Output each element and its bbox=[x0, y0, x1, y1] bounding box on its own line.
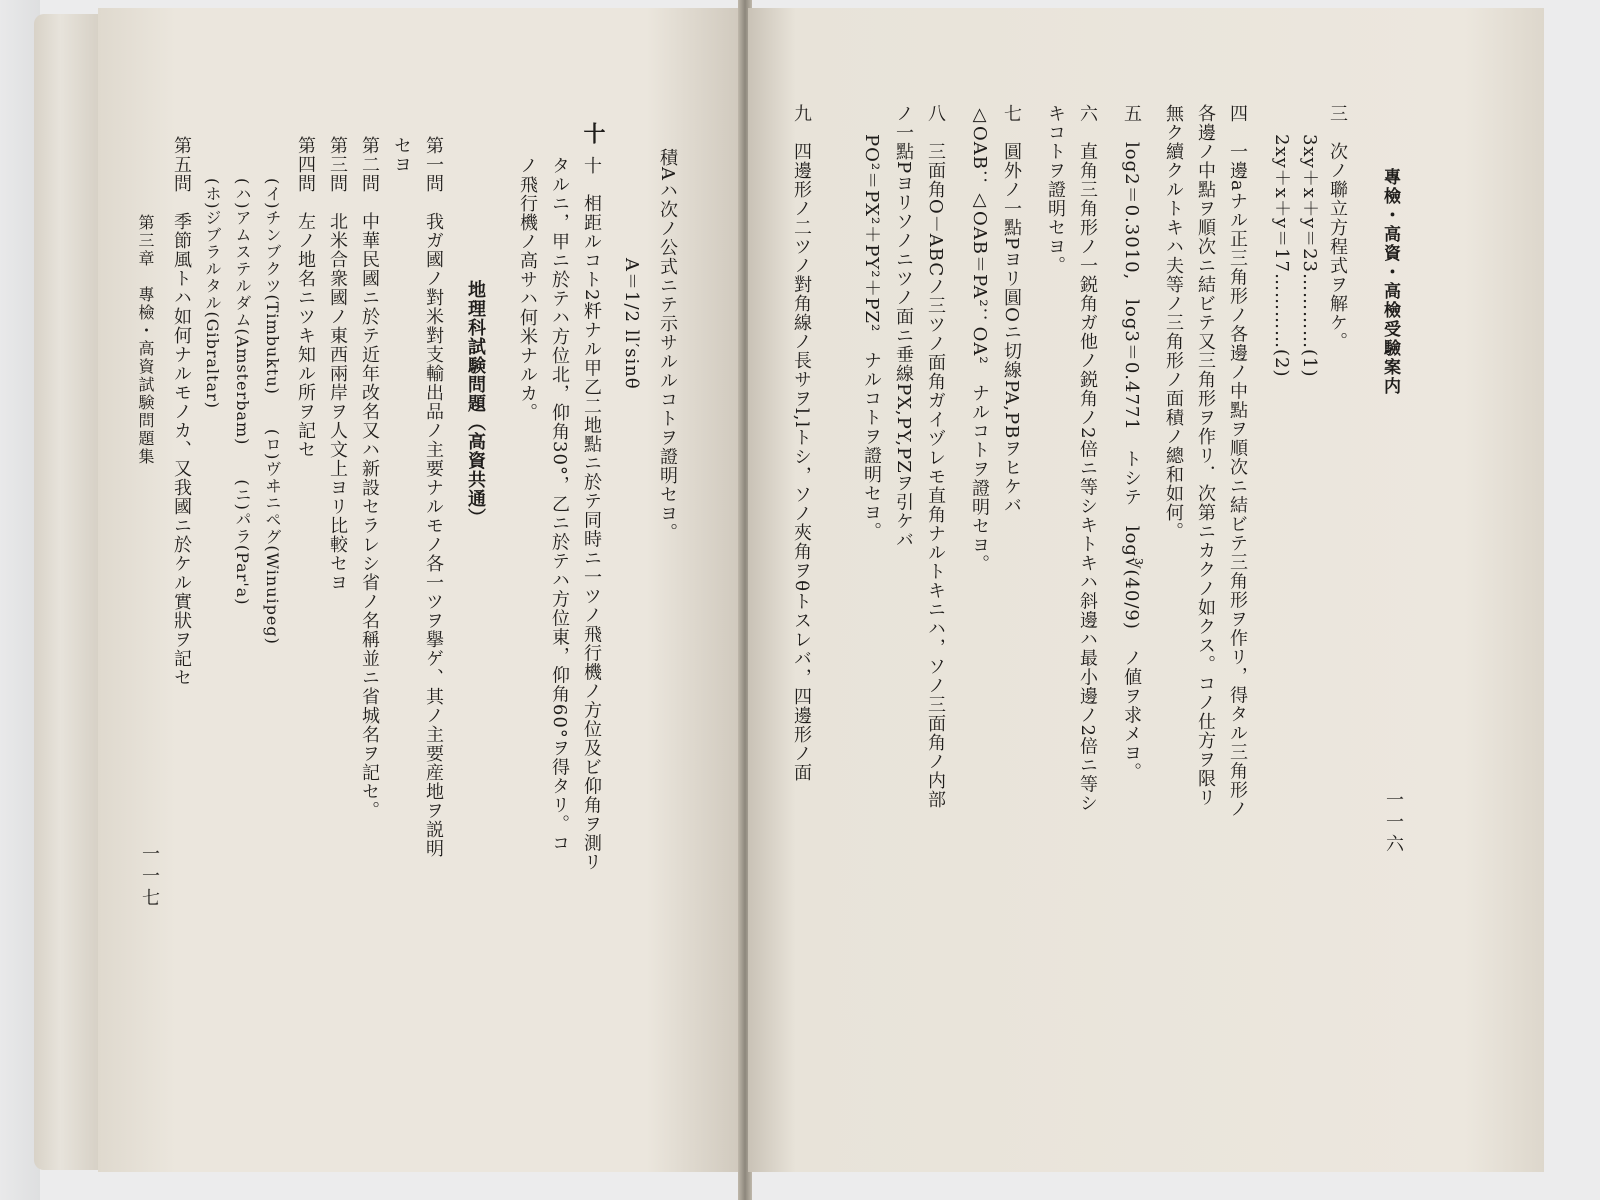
page-number: 一一七 bbox=[139, 844, 160, 910]
question-line: 第五問 季節風トハ如何ナルモノカ、又我國ニ於ケル實狀ヲ記セ bbox=[171, 136, 192, 687]
text-line: 十 相距ルコト2粁ナル甲乙二地點ニ於テ同時ニ一ツノ飛行機ノ方位及ビ仰角ヲ測リ bbox=[581, 156, 602, 872]
question-line: 第三問 北米合衆國ノ東西兩岸ヲ人文上ヨリ比較セヨ bbox=[327, 136, 348, 592]
problem-line: 三 次ノ聯立方程式ヲ解ケ。 bbox=[1327, 104, 1348, 351]
problem-line: 八 三面角O－ABCノ三ツノ面角ガイヅレモ直角ナルトキニハ，ソノ三面角ノ内部 bbox=[925, 104, 946, 810]
question-line: 第一問 我ガ國ノ對米對支輸出品ノ主要ナルモノ各一ツヲ擧ゲ、其ノ主要産地ヲ説明 bbox=[423, 136, 444, 858]
problem-line: △OAB：△OAB＝PA²：OA² ナルコトヲ證明セヨ。 bbox=[969, 104, 990, 574]
book-edge bbox=[34, 14, 100, 1170]
question-line: 第四問 左ノ地名ニツキ知ル所ヲ記セ bbox=[295, 136, 316, 459]
problem-line: 七 圓外ノ一點Pヨリ圓Oニ切線PA,PBヲヒケバ bbox=[1001, 104, 1022, 516]
problem-10-marker: 十 bbox=[580, 122, 606, 145]
problem-line: キコトヲ證明セヨ。 bbox=[1045, 104, 1066, 275]
problem-line: 各邊ノ中點ヲ順次ニ結ビテ又三角形ヲ作リ．次第ニカクノ如クス。コノ仕方ヲ限リ bbox=[1195, 104, 1216, 807]
section-title: 地理科試験問題（高資共通） bbox=[465, 280, 486, 527]
place-name-line: (イ)チンブクツ(Timbuktu) (ロ)ヴヰニペグ(Winuipeg) bbox=[263, 178, 282, 645]
problem-line: 四 一邊aナル正三角形ノ各邊ノ中點ヲ順次ニ結ビテ三角形ヲ作リ，得タル三角形ノ bbox=[1227, 104, 1248, 819]
chapter-footer: 第三章 專檢・高資試験問題集 bbox=[136, 214, 155, 466]
equation-line: 2xy＋x＋y＝17…………(2) bbox=[1271, 134, 1292, 378]
place-name-line: (ホ)ジブラルタル(Gibraltar) bbox=[203, 178, 222, 410]
text-line: タルニ，甲ニ於テハ方位北，仰角30°，乙ニ於テハ方位東，仰角60°ヲ得タリ。コ bbox=[549, 156, 570, 853]
running-header: 專檢・高資・高檢受驗案内 bbox=[1380, 168, 1400, 396]
problem-line: 六 直角三角形ノ一鋭角ガ他ノ鋭角ノ2倍ニ等シキトキハ斜邊ハ最小邊ノ2倍ニ等シ bbox=[1077, 104, 1098, 813]
problem-line: 五 log2＝0.3010, log3＝0.4771 トシテ log∛(40/9) ノ値ヲ求メヨ。 bbox=[1121, 104, 1142, 782]
problem-line: ノ一點Pヨリソノニツノ面ニ垂線PX,PY,PZヲ引ケバ bbox=[893, 104, 914, 550]
question-line: セヨ bbox=[391, 136, 412, 174]
equation-line: 3xy＋x＋y＝23…………(1) bbox=[1299, 134, 1320, 378]
text-line: 積Aハ次ノ公式ニテ示サルルコトヲ證明セヨ。 bbox=[657, 148, 678, 542]
problem-line: 九 四邊形ノ二ツノ對角線ノ長サヲl,lトシ，ソノ夾角ヲθトスレバ，四邊形ノ面 bbox=[791, 104, 812, 783]
problem-line: 無ク續クルトキハ夫等ノ三角形ノ面積ノ總和如何。 bbox=[1163, 104, 1184, 541]
question-line: 第二問 中華民國ニ於テ近年改名又ハ新設セラレシ省ノ名稱並ニ省城名ヲ記セ。 bbox=[359, 136, 380, 820]
formula-line: A＝1/2 ll′sinθ bbox=[621, 258, 642, 390]
right-page bbox=[748, 8, 1544, 1172]
problem-line: PO²＝PX²＋PY²＋PZ² ナルコトヲ證明セヨ。 bbox=[861, 134, 882, 542]
text-line: ノ飛行機ノ高サハ何米ナルカ。 bbox=[517, 156, 538, 422]
page-number: 一一六 bbox=[1383, 790, 1404, 856]
place-name-line: (ハ)アムステルダム(Amsterbam) (ニ)パラ(Par'a) bbox=[233, 178, 252, 606]
left-page bbox=[98, 8, 744, 1172]
